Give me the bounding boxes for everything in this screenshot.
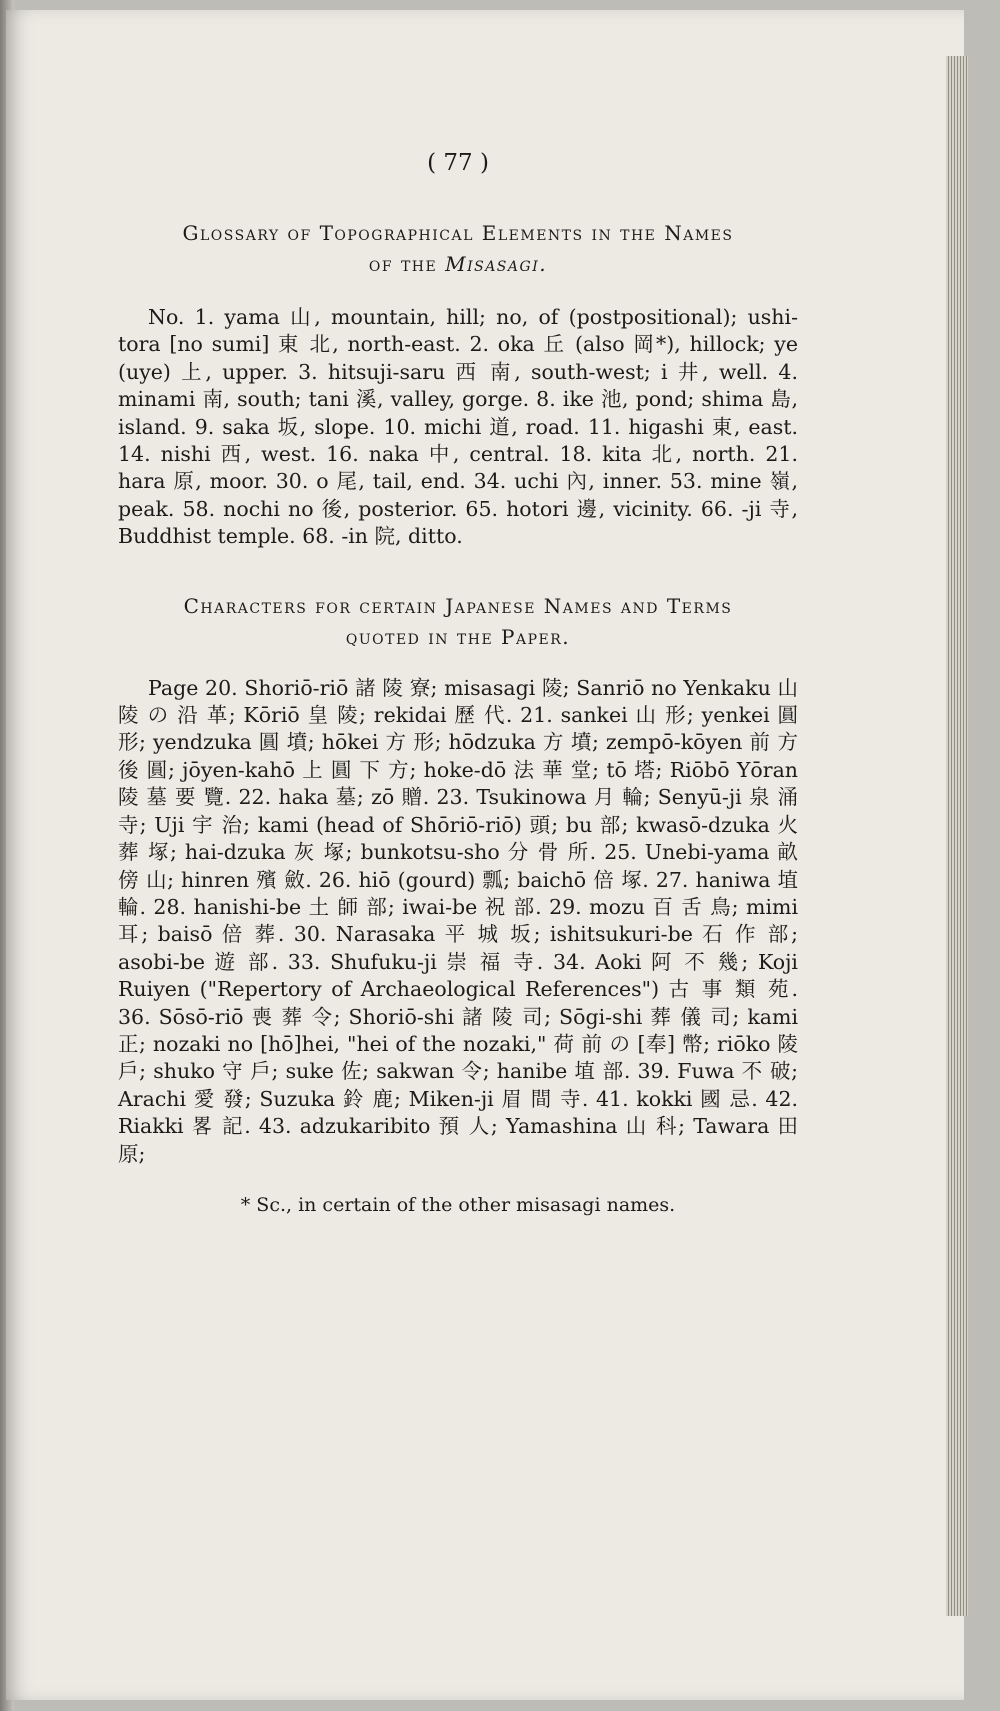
characters-heading [118,591,798,653]
glossary-heading [118,218,798,280]
glossary-heading-italic: Misasagi. [445,252,548,276]
characters-text: Page 20. Shoriō-riō 諸 陵 寮; misasagi 陵; Sanriō no Yenkaku 山 陵 の 沿 革; Kōriō 皇 陵; rekidai 歷 代. 21. sankei 山 形; yenkei 圓 形; yendzuka 圓 墳; hōkei 方 形; hōdzuka 方 墳; zempō-kōyen 前 方 後 圓; jōyen-kahō 上 圓 下 方; hoke-dō 法 華 堂; tō 塔; Riōbō Yōran 陵 墓 要 覽. 22. haka 墓; zō 贈. 23. Tsukinowa 月 輪; Senyū-ji 泉 涌 寺; Uji 宇 治; kami (head of Shōriō-riō) 頭; bu 部; kwasō-dzuka 火 葬 塚; hai-dzuka 灰 塚; bunkotsu-sho 分 骨 所. 25. Unebi-yama 畝 傍 山; hinren 殯 斂. 26. hiō (gourd) 瓢; baichō 倍 塚. 27. haniwa 埴 輪. 28. hanishi-be 土 師 部; iwai-be 祝 部. 29. mozu 百 舌 鳥; mimi 耳; baisō 倍 葬. 30. Narasaka 平 城 坂; ishitsukuri-be 石 作 部; asobi-be 遊 部. 33. Shufuku-ji 崇 福 寺. 34. Aoki 阿 不 幾; Koji Ruiyen ("Repertory of Archaeological References") 古 事 類 苑. 36. Sōsō-riō 喪 葬 令; Shoriō-shi 諸 陵 司; Sōgi-shi 葬 儀 司; kami 正; nozaki no [hō]hei, "hei of the nozaki," 荷 前 の [奉] 幣; riōko 陵 戶; shuko 守 戶; suke 佐; sakwan 令; hanibe 埴 部. 39. Fuwa 不 破; Arachi 愛 發; Suzuka 鈴 鹿; Miken-ji 眉 間 寺. 41. kokki 國 忌. 42. Riakki 畧 記. 43. adzukaribito 預 人; Yamashina 山 科; Tawara 田 原; [118,675,798,1166]
glossary-text: No. 1. yama 山, mountain, hill; no, of (postpositional); ushi-tora [no sumi] 東 北, north-east. 2. oka 丘 (also 岡*), hillock; ye (uye) 上, upper. 3. hitsuji-saru 西 南, south-west; i 井, well. 4. minami 南, south; tani 溪, valley, gorge. 8. ike 池, pond; shima 島, island. 9. saka 坂, slope. 10. michi 道, road. 11. higashi 東, east. 14. nishi 西, west. 16. naka 中, central. 18. kita 北, north. 21. hara 原, moor. 30. o 尾, tail, end. 34. uchi 內, inner. 53. mine 嶺, peak. 58. nochi no 後, posterior. 65. hotori 邊, vicinity. 66. -ji 寺, Buddhist temple. 68. -in 院, ditto. [118,305,798,549]
glossary-paragraph [118,304,798,551]
characters-paragraph [118,675,798,1168]
page-content [118,150,798,1216]
glossary-heading-line2 [118,249,798,280]
glossary-heading-prefix: of the [368,252,446,276]
characters-heading-line1: Characters for certain Japanese Names and Terms [183,593,733,618]
glossary-heading-line1: Glossary of Topographical Elements in the Names [182,221,734,245]
page-number: ( 77 ) [427,150,489,176]
footnote: * Sc., in certain of the other misasagi names. [240,1193,676,1216]
characters-heading-line2: quoted in the Paper. [345,624,571,649]
page-stack-edge [946,56,968,1616]
